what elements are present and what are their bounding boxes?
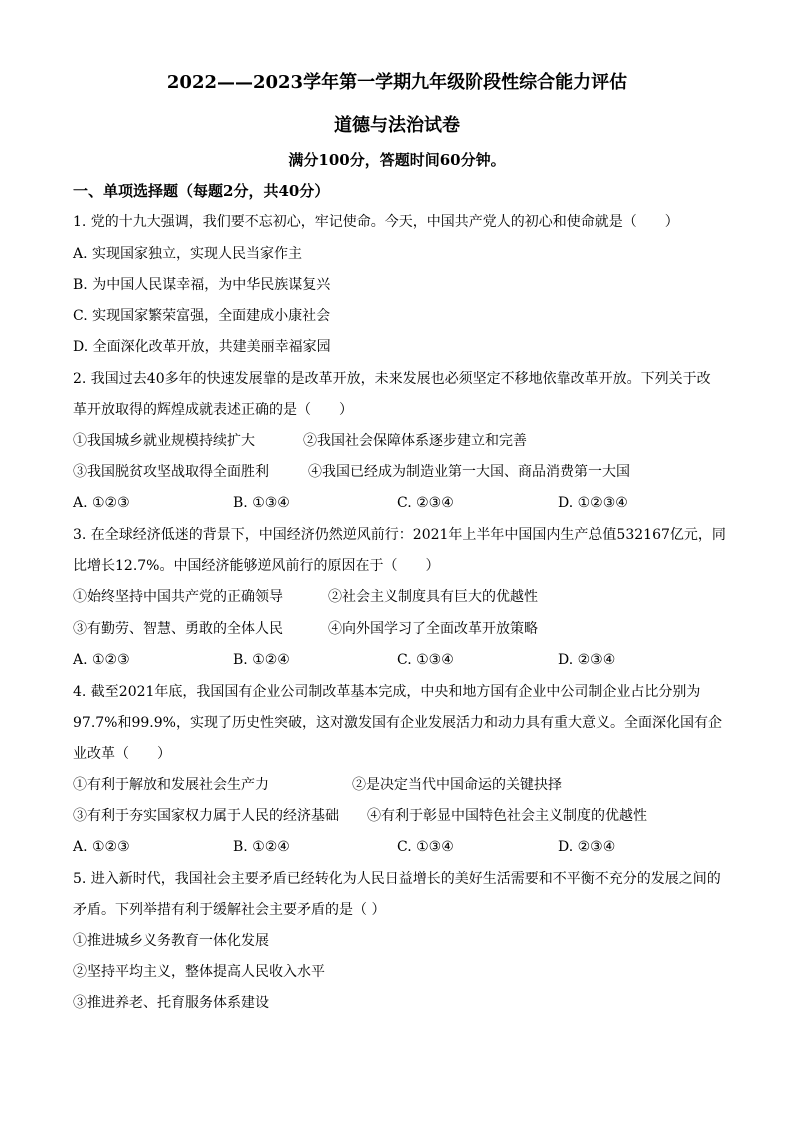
question-3-item-2: ②社会主义制度具有巨大的优越性 [328,589,538,605]
question-3-choice-b: B. ①②④ [233,652,290,668]
exam-title: 2022——2023学年第一学期九年级阶段性综合能力评估 [166,72,628,93]
question-3-stem-line-1: 3. 在全球经济低迷的背景下，中国经济仍然逆风前行：2021年上半年中国国内生产总值532167亿元，同 [73,527,726,543]
question-3-item-3: ③有勤劳、智慧、勇敢的全体人民 [73,621,283,637]
question-2-choice-d: D. ①②③④ [558,495,628,511]
question-4-item-1: ①有利于解放和发展社会生产力 [73,777,269,793]
question-4-item-4: ④有利于彰显中国特色社会主义制度的优越性 [367,808,647,824]
question-2-item-3: ③我国脱贫攻坚战取得全面胜利 [73,464,269,480]
question-1-option-c: C. 实现国家繁荣富强，全面建成小康社会 [73,308,331,324]
section-heading: 一、单项选择题（每题2分，共40分） [73,182,330,200]
question-1-option-a: A. 实现国家独立，实现人民当家作主 [73,246,303,262]
question-2-item-4: ④我国已经成为制造业第一大国、商品消费第一大国 [308,464,630,480]
question-3-item-1: ①始终坚持中国共产党的正确领导 [73,589,283,605]
question-3-stem-line-2: 比增长12.7%。中国经济能够逆风前行的原因在于（ ） [73,558,440,574]
question-1-option-d: D. 全面深化改革开放，共建美丽幸福家园 [73,339,331,355]
question-5-stem-line-2: 矛盾。下列举措有利于缓解社会主要矛盾的是（ ） [73,902,386,918]
question-5-item-1: ①推进城乡义务教育一体化发展 [73,933,269,949]
question-4-stem-line-2: 97.7%和99.9%，实现了历史性突破，这对激发国有企业发展活力和动力具有重大意义。全面深化国有企 [73,715,722,731]
question-4-stem-line-1: 4. 截至2021年底，我国国有企业公司制改革基本完成，中央和地方国有企业中公司制企业占比分别为 [73,684,701,700]
exam-info: 满分100分，答题时间60分钟。 [288,151,506,169]
question-3-choice-d: D. ②③④ [558,652,616,668]
question-1-option-b: B. 为中国人民谋幸福，为中华民族谋复兴 [73,277,331,293]
question-4-choice-c: C. ①③④ [397,839,454,855]
question-4-choice-d: D. ②③④ [558,839,616,855]
question-3-item-4: ④向外国学习了全面改革开放策略 [328,621,538,637]
question-4-stem-line-3: 业改革（ ） [73,746,171,762]
question-4-choice-b: B. ①②④ [233,839,290,855]
question-3-choice-c: C. ①③④ [397,652,454,668]
question-5-stem-line-1: 5. 进入新时代，我国社会主要矛盾已经转化为人民日益增长的美好生活需要和不平衡不充分的发展之间的 [73,871,721,887]
question-5-item-2: ②坚持平均主义，整体提高人民收入水平 [73,964,325,980]
subject-title: 道德与法治试卷 [334,115,460,136]
question-2-choice-a: A. ①②③ [73,495,130,511]
question-4-item-2: ②是决定当代中国命运的关键抉择 [352,777,562,793]
question-2-item-1: ①我国城乡就业规模持续扩大 [73,433,255,449]
question-1-stem: 1. 党的十九大强调，我们要不忘初心，牢记使命。今天，中国共产党人的初心和使命就是（ ） [73,214,679,230]
question-5-item-3: ③推进养老、托育服务体系建设 [73,995,269,1011]
question-2-stem-line-2: 革开放取得的辉煌成就表述正确的是（ ） [73,402,353,418]
question-3-choice-a: A. ①②③ [73,652,130,668]
question-2-choice-b: B. ①③④ [233,495,290,511]
question-4-item-3: ③有利于夯实国家权力属于人民的经济基础 [73,808,339,824]
question-2-item-2: ②我国社会保障体系逐步建立和完善 [303,433,527,449]
question-2-stem-line-1: 2. 我国过去40多年的快速发展靠的是改革开放，未来发展也必须坚定不移地依靠改革开放。下列关于改 [73,371,711,387]
question-4-choice-a: A. ①②③ [73,839,130,855]
question-2-choice-c: C. ②③④ [397,495,454,511]
